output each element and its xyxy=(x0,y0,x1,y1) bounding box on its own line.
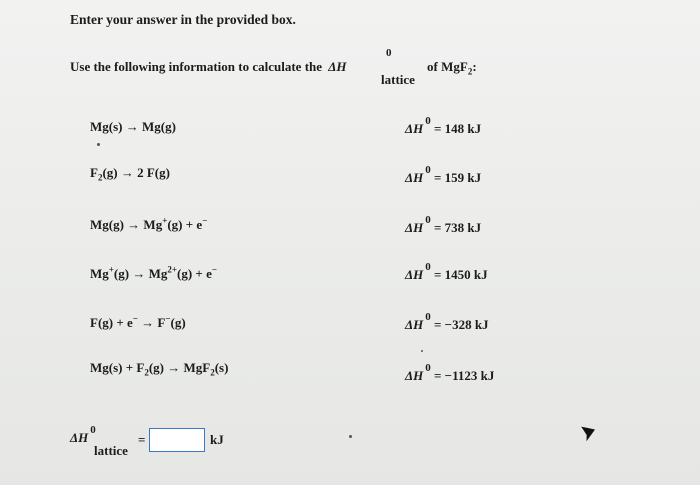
delta-h-value: = −328 kJ xyxy=(434,317,489,332)
answer-label xyxy=(70,424,96,446)
equation-text: (g) xyxy=(170,315,186,330)
delta-h-value: = 738 kJ xyxy=(434,220,482,235)
degree-symbol: 0 xyxy=(425,311,431,323)
degree-symbol: 0 xyxy=(425,164,431,176)
question-prefix: Use the following information to calculate the xyxy=(70,59,323,74)
degree-symbol: 0 xyxy=(425,214,431,226)
mouse-pointer-icon xyxy=(578,426,596,447)
degree-symbol: 0 xyxy=(425,261,431,273)
delta-h-step-2 xyxy=(405,164,482,186)
question-of: of xyxy=(427,59,438,74)
delta-h-symbol: ΔH xyxy=(405,220,424,235)
equation-step-2 xyxy=(90,165,170,181)
delta-h-value: = 159 kJ xyxy=(434,170,482,185)
answer-delta-symbol: ΔH xyxy=(70,430,89,445)
delta-h-value: = 1450 kJ xyxy=(434,267,488,282)
question-text xyxy=(70,59,347,75)
equation-text: (g) → Mg xyxy=(113,266,168,281)
instruction-header: Enter your answer in the provided box. xyxy=(70,12,296,27)
equation-text: F(g) + e xyxy=(90,315,133,330)
speck-dot xyxy=(349,435,352,438)
equation-superscript: + xyxy=(162,215,168,226)
answer-unit: kJ xyxy=(210,432,224,447)
equation-text: Mg(g) → Mg xyxy=(90,217,163,232)
equation-text: Mg xyxy=(90,266,109,281)
question-degree: 0 xyxy=(386,47,392,59)
delta-h-symbol: ΔH xyxy=(405,121,424,136)
equation-step-6 xyxy=(90,360,228,376)
equation-step-5 xyxy=(90,315,186,331)
degree-symbol: 0 xyxy=(425,362,431,374)
answer-input[interactable] xyxy=(149,428,205,452)
question-delta-symbol: ΔH xyxy=(328,59,347,74)
equation-subscript: 2 xyxy=(210,367,215,378)
question-compound-name: MgF xyxy=(441,59,468,74)
equation-superscript: − xyxy=(132,313,138,324)
equation-subscript: 2 xyxy=(144,367,149,378)
answer-degree-symbol: 0 xyxy=(90,424,96,436)
equation-subscript: 2 xyxy=(97,172,103,183)
delta-h-step-3 xyxy=(405,214,482,236)
equation-text: Mg(s) → Mg(g) xyxy=(90,119,176,134)
question-compound xyxy=(427,59,477,75)
equation-step-3 xyxy=(90,217,207,233)
equation-text: → F xyxy=(137,315,166,330)
equation-text: (g) + e xyxy=(167,217,203,232)
equation-text: Mg(s) + F xyxy=(90,360,145,375)
equation-superscript: − xyxy=(165,313,171,324)
equation-text: (g) → 2 F(g) xyxy=(102,165,170,180)
answer-lattice-subscript: lattice xyxy=(94,443,128,458)
delta-h-step-6 xyxy=(405,362,495,384)
equation-superscript: − xyxy=(211,264,217,275)
equation-superscript: + xyxy=(108,264,114,275)
delta-h-symbol: ΔH xyxy=(405,267,424,282)
delta-h-symbol: ΔH xyxy=(405,170,424,185)
equation-text: (g) → MgF xyxy=(148,360,211,375)
delta-h-value: = 148 kJ xyxy=(434,121,482,136)
equation-text: (g) + e xyxy=(177,266,212,281)
degree-symbol: 0 xyxy=(425,115,431,127)
equation-text: F xyxy=(90,165,98,180)
question-compound-sub: 2 xyxy=(467,66,473,77)
equation-step-1 xyxy=(90,119,176,135)
equation-superscript: 2+ xyxy=(167,264,177,275)
equation-step-4 xyxy=(90,266,217,282)
equation-superscript: − xyxy=(202,215,208,226)
delta-h-step-4 xyxy=(405,261,488,283)
question-colon: : xyxy=(472,59,477,74)
answer-equals: = xyxy=(138,432,146,447)
question-lattice-subscript: lattice xyxy=(381,72,415,87)
question-delta-h xyxy=(328,59,346,74)
speck-dot xyxy=(97,143,100,146)
equation-text: (s) xyxy=(214,360,229,375)
delta-h-symbol: ΔH xyxy=(405,317,424,332)
delta-h-value: = −1123 kJ xyxy=(434,368,495,383)
delta-h-symbol: ΔH xyxy=(405,368,424,383)
delta-h-step-1 xyxy=(405,115,482,137)
speck-dot xyxy=(421,350,423,352)
delta-h-step-5 xyxy=(405,311,489,333)
